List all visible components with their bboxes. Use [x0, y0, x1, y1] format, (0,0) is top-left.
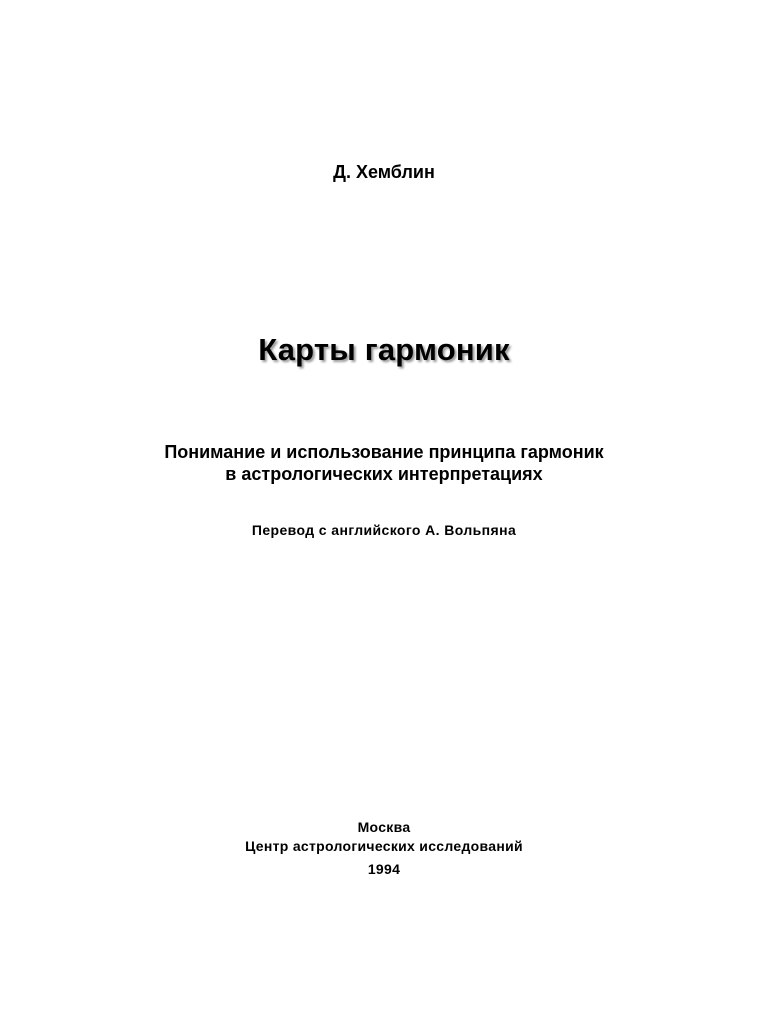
subtitle-line-1: Понимание и использование принципа гармоник — [164, 442, 604, 462]
book-title: Карты гармоник — [258, 332, 510, 367]
author-name: Д. Хемблин — [333, 162, 435, 182]
publication-year: 1994 — [367, 861, 401, 877]
publisher-name: Центр астрологических исследований — [245, 838, 523, 854]
publication-city: Москва — [357, 819, 411, 835]
translation-credit: Перевод с английского А. Вольпяна — [251, 522, 517, 538]
subtitle-line-2: в астрологических интерпретациях — [225, 464, 543, 484]
